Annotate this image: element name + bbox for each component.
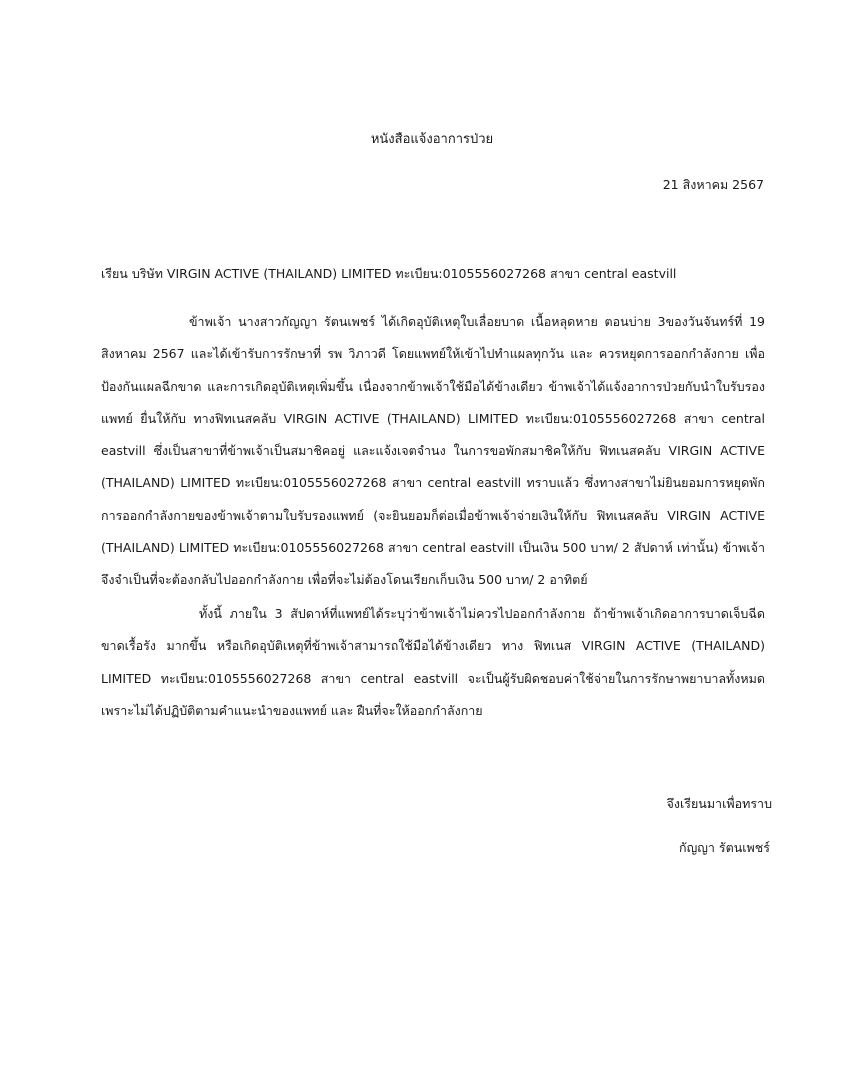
letter-closing: จึงเรียนมาเพื่อทราบ <box>666 796 772 811</box>
letter-signature: กัญญา รัตนเพชร์ <box>679 840 770 855</box>
letter-date: 21 สิงหาคม 2567 <box>662 177 764 192</box>
letter-paragraph-1: ข้าพเจ้า นางสาวกัญญา รัตนเพชร์ ได้เกิดอุบัติเหตุใบเลื่อยบาด เนื้อหลุดหาย ตอนบ่าย 3ของวันจันทร์ที่ 19 สิงหาคม 2567 และได้เข้ารับการรักษาที่ รพ วิภาวดี โดยแพทย์ให้เข้าไปทำแผลทุกวัน และ ควรหยุดการออกกำลังกาย เพื่อป้องกันแผลฉีกขาด และการเกิดอุบัติเหตุเพิ่มขึ้น เนื่องจากข้าพเจ้าใช้มือได้ข้างเดียว ข้าพเจ้าได้แจ้งอาการป่วยกับนำใบรับรองแพทย์ ยื่นให้กับ ทางฟิทเนสคลับ VIRGIN ACTIVE (THAILAND) LIMITED ทะเบียน:0105556027268 สาขา central eastvill ซึ่งเป็นสาขาที่ข้าพเจ้าเป็นสมาชิคอยู่ และแจ้งเจตจำนง ในการขอพักสมาชิคให้กับ ฟิทเนสคลับ VIRGIN ACTIVE (THAILAND) LIMITED ทะเบียน:0105556027268 สาขา central eastvill ทราบแล้ว ซึ่งทางสาขาไม่ยินยอมการหยุดพักการออกกำลังกายของข้าพเจ้าตามใบรับรองแพทย์ (จะยินยอมก็ต่อเมื่อข้าพเจ้าจ่ายเงินให้กับ ฟิทเนสคลับ VIRGIN ACTIVE (THAILAND) LIMITED ทะเบียน:0105556027268 สาขา central eastvill เป็นเงิน 500 บาท/ 2 สัปดาห์ เท่านั้น) ข้าพเจ้าจึงจำเป็นที่จะต้องกลับไปออกกำลังกาย เพื่อที่จะไม่ต้องโดนเรียกเก็บเงิน 500 บาท/ 2 อาทิตย์ <box>101 314 765 588</box>
letter-salutation: เรียน บริษัท VIRGIN ACTIVE (THAILAND) LIMITED ทะเบียน:0105556027268 สาขา central eastvill <box>101 266 677 281</box>
letter-title: หนังสือแจ้งอาการป่วย <box>370 132 494 147</box>
letter-paragraph-2: ทั้งนี้ ภายใน 3 สัปดาห์ที่แพทย์ได้ระบุว่าข้าพเจ้าไม่ควรไปออกกำลังกาย ถ้าข้าพเจ้าเกิดอาการบาดเจ็บฉีดขาดเรื้อรัง มากขึ้น หรือเกิดอุบัติเหตุที่ข้าพเจ้าสามารถใช้มือได้ข้างเดียว ทาง ฟิทเนส VIRGIN ACTIVE (THAILAND) LIMITED ทะเบียน:0105556027268 สาขา central eastvill จะเป็นผู้รับผิดชอบค่าใช้จ่ายในการรักษาพยาบาลทั้งหมด เพราะไม่ได้ปฏิบัติตามคำแนะนำของแพทย์ และ ฝืนที่จะให้ออกกำลังกาย <box>101 606 765 718</box>
